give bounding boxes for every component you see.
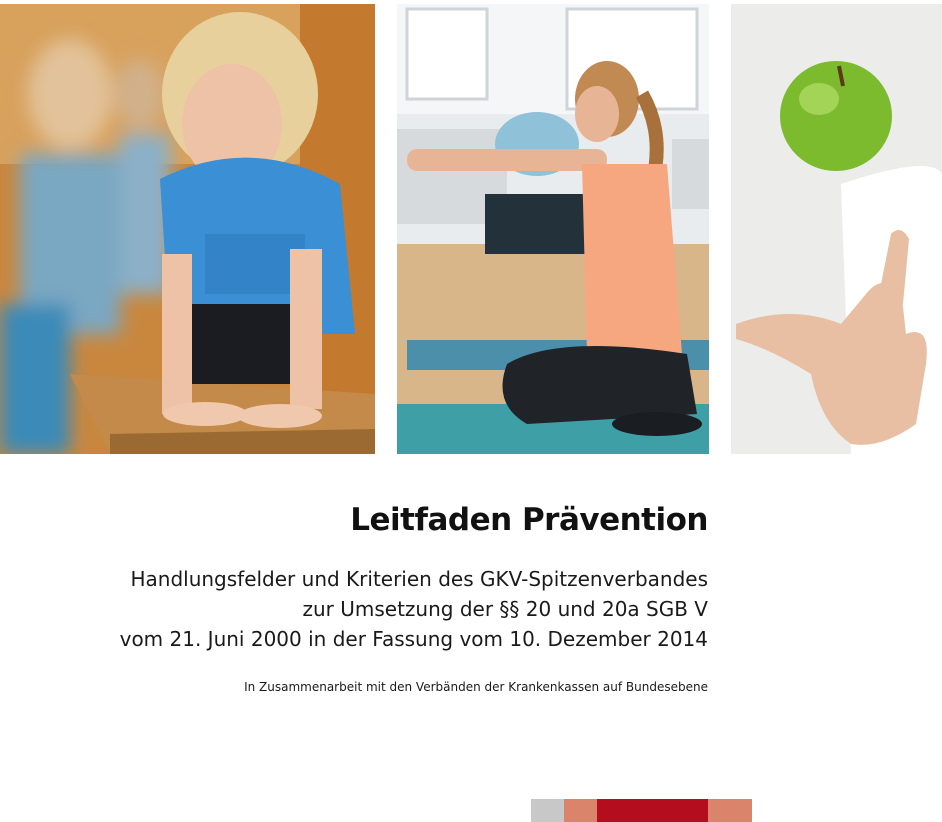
photo-hand-apple: [731, 4, 942, 454]
subtitle-line: zur Umsetzung der §§ 20 und 20a SGB V: [302, 597, 708, 621]
photo-child-on-bench: [0, 4, 375, 454]
photo-woman-exercising: [397, 4, 709, 454]
document-subtitle: [120, 564, 708, 654]
subtitle-line: vom 21. Juni 2000 in der Fassung vom 10. Dezember 2014: [119, 627, 708, 651]
subtitle-line: Handlungsfelder und Kriterien des GKV-Spitzenverbandes: [130, 567, 708, 591]
document-title: Leitfaden Prävention: [350, 502, 708, 538]
color-bar-gray: [531, 799, 564, 822]
cooperation-note: In Zusammenarbeit mit den Verbänden der Krankenkassen auf Bundesebene: [244, 680, 708, 694]
color-bar-salmon-right: [708, 799, 752, 822]
color-bar-red: [597, 799, 708, 822]
color-bar-salmon-left: [564, 799, 597, 822]
